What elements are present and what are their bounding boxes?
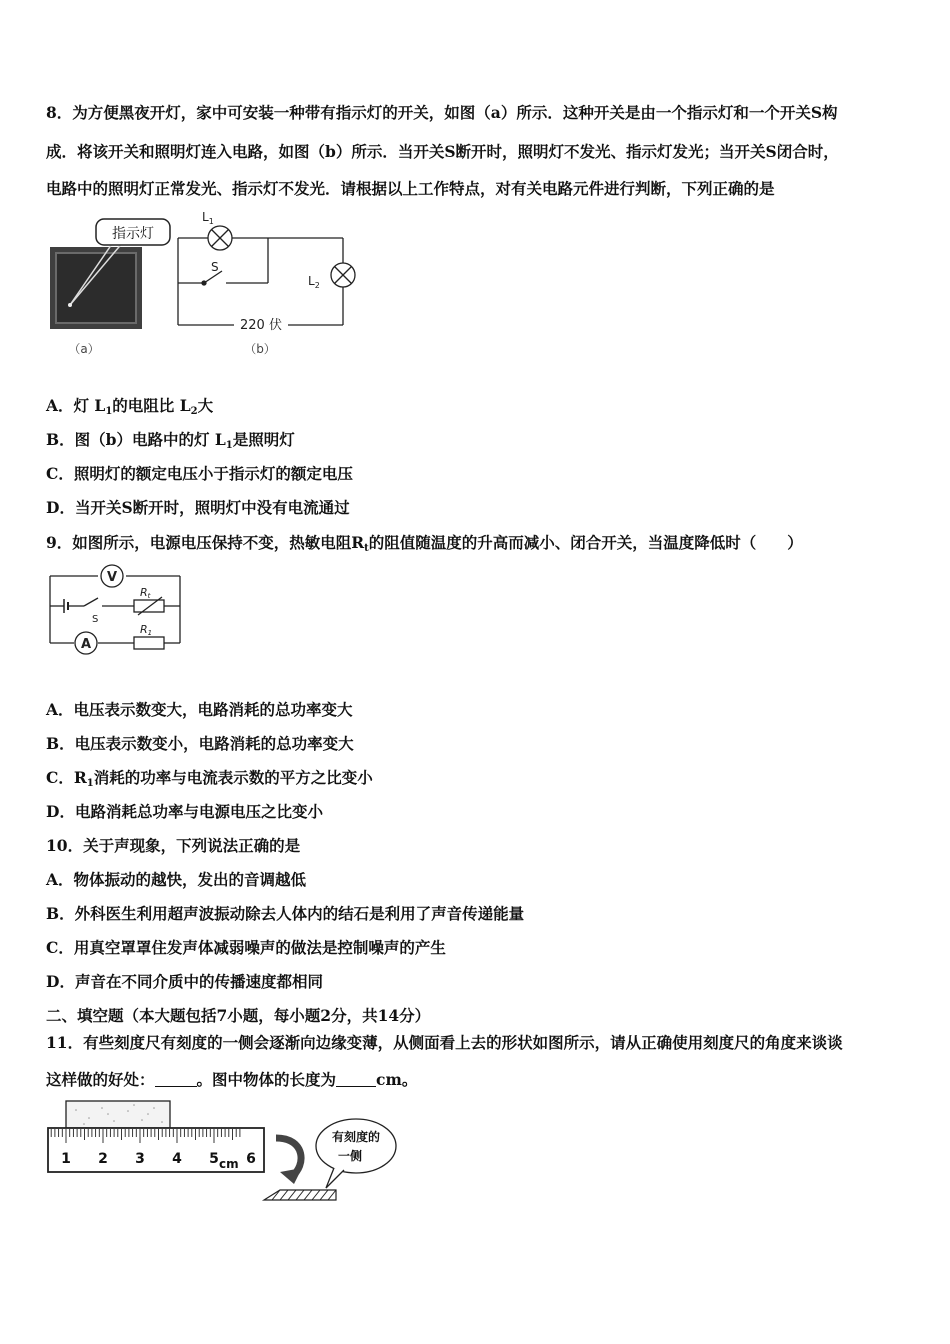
ruler-number: 3 bbox=[135, 1151, 145, 1167]
q8-option-c: C．照明灯的额定电压小于指示灯的额定电压 bbox=[46, 464, 353, 483]
q9-option-c: C．$R_1$消耗的功率与电流表示数的平方之比变小 bbox=[46, 768, 373, 789]
ruler-number: 5 bbox=[209, 1151, 219, 1167]
speech-bubble bbox=[316, 1119, 396, 1173]
q9-option-a: A．电压表示数变大，电路消耗的总功率变大 bbox=[46, 700, 353, 719]
q8-stem-line-1: 8．为方便黑夜开灯，家中可安装一种带有指示灯的开关，如图（a）所示．这种开关是由一个指示灯和一个开关S构 bbox=[46, 103, 838, 122]
rt-label: Rt bbox=[140, 586, 151, 600]
q9-stem: 9．如图所示，电源电压保持不变，热敏电阻$R_t$的阻值随温度的升高而减小、闭合开关，当温度降低时（ ） bbox=[46, 533, 803, 554]
ruler-number: 1 bbox=[61, 1151, 71, 1167]
lamp1-label: $L_1$ bbox=[202, 210, 214, 226]
caption-a: （a） bbox=[68, 342, 100, 356]
voltmeter-label: V bbox=[106, 570, 118, 585]
q10-option-d: D．声音在不同介质中的传播速度都相同 bbox=[46, 972, 323, 991]
q9-figure bbox=[44, 562, 186, 670]
q8-stem-line-2: 成．将该开关和照明灯连入电路，如图（b）所示．当开关S断开时，照明灯不发光、指示灯发光；当开关S闭合时， bbox=[46, 142, 839, 161]
q10-option-b: B．外科医生利用超声波振动除去人体内的结石是利用了声音传递能量 bbox=[46, 904, 525, 923]
section-2-title: 二、填空题（本大题包括7小题，每小题2分，共14分） bbox=[46, 1006, 431, 1025]
switch-photo bbox=[50, 241, 142, 329]
r1-label: R1 bbox=[140, 623, 153, 637]
ruler-number: 6 bbox=[246, 1151, 256, 1167]
switch-contact-icon bbox=[202, 281, 206, 285]
ruler-unit: cm bbox=[219, 1157, 239, 1171]
profile-hatch bbox=[272, 1190, 336, 1200]
q10-option-a: A．物体振动的越快，发出的音调越低 bbox=[46, 870, 307, 889]
lamp2-label: $L_2$ bbox=[308, 274, 320, 290]
q10-option-c: C．用真空罩罩住发声体减弱噪声的做法是控制噪声的产生 bbox=[46, 938, 446, 957]
q9-option-b: B．电压表示数变小，电路消耗的总功率变大 bbox=[46, 734, 354, 753]
bubble-tail bbox=[326, 1168, 344, 1188]
q11-stem-line-1: 11．有些刻度尺有刻度的一侧会逐渐向边缘变薄，从侧面看上去的形状如图所示，请从正确使用刻度尺的角度来谈谈 bbox=[46, 1033, 843, 1052]
switch-label: S bbox=[211, 260, 219, 274]
bubble-line-2: 一侧 bbox=[337, 1149, 363, 1163]
q10-stem: 10．关于声现象，下列说法正确的是 bbox=[46, 836, 301, 855]
ruler-number: 4 bbox=[172, 1151, 182, 1167]
ruler-number: 2 bbox=[98, 1151, 108, 1167]
answer-blank-2[interactable] bbox=[336, 1072, 376, 1087]
q8-stem-line-3: 电路中的照明灯正常发光、指示灯不发光．请根据以上工作特点，对有关电路元件进行判断，下列正确的是 bbox=[46, 179, 775, 198]
voltage-label: 220 伏 bbox=[240, 318, 282, 333]
q8-option-d: D．当开关S断开时，照明灯中没有电流通过 bbox=[46, 498, 350, 517]
switch-s-label: S bbox=[92, 614, 99, 625]
q11-stem-line-2: 这样做的好处： 。图中物体的长度为 cm。 bbox=[46, 1070, 418, 1089]
measured-object bbox=[66, 1101, 170, 1128]
q9-option-d: D．电路消耗总功率与电源电压之比变小 bbox=[46, 802, 323, 821]
q8-option-b: B．图（b）电路中的灯 $L_1$是照明灯 bbox=[46, 430, 295, 451]
indicator-bubble bbox=[96, 219, 170, 245]
q8-figure bbox=[46, 205, 376, 365]
q8-option-a: A．灯 $L_1$的电阻比 $L_2$大 bbox=[46, 396, 214, 417]
answer-blank-1[interactable] bbox=[155, 1072, 197, 1087]
bubble-line-1: 有刻度的 bbox=[331, 1130, 381, 1144]
circuit-b bbox=[178, 226, 355, 325]
caption-b: （b） bbox=[244, 342, 276, 356]
ammeter-label: A bbox=[80, 637, 92, 652]
arrow-head-icon bbox=[280, 1168, 302, 1184]
bubble-label: 指示灯 bbox=[112, 226, 154, 242]
q11-figure bbox=[44, 1096, 404, 1206]
